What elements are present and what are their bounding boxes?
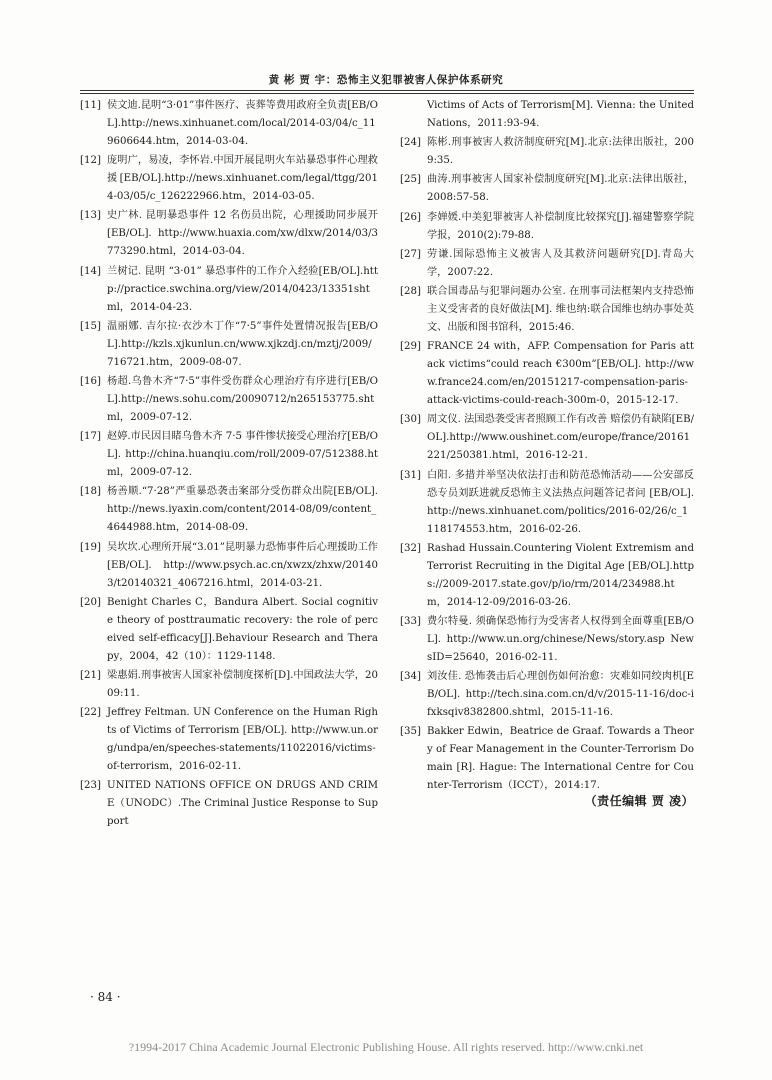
reference-item [400,467,694,539]
reference-text: 庞明广，易凌，李怀岩.中国开展昆明火车站暴恐事件心理救援[EB/OL].http://news.xinhuanet.com/legal/ttgg/2014-03/05/c_126222966.htm，2014-03-05. [107,155,378,203]
reference-item [400,540,694,612]
reference-item [400,338,694,410]
reference-number: [35] [400,726,421,738]
reference-item [400,411,694,465]
reference-text: 曲涛.刑事被害人国家补偿制度研究[M].北京:法律出版社，2008:57-58. [427,174,694,204]
reference-item [400,723,694,795]
reference-number: [25] [400,174,421,186]
page-number: · 84 · [90,990,121,1004]
reference-number: [33] [400,615,421,627]
reference-item [80,373,378,427]
footer-copyright: ?1994-2017 China Academic Journal Electronic Publishing House. All rights reserved. http://www.cnki.net [128,1040,644,1054]
reference-text: UNITED NATIONS OFFICE ON DRUGS AND CRIME（UNODC）.The Criminal Justice Response to Support [107,780,378,828]
reference-item [400,283,694,337]
reference-item [400,613,694,667]
reference-item [80,539,378,593]
reference-item [400,134,694,170]
reference-text: 李婵媛.中美犯罪被害人补偿制度比较探究[J].福建警察学院学报，2010(2):79-88. [427,211,694,241]
reference-text: Jeffrey Feltman. UN Conference on the Human Rights of Victims of Terrorism [EB/OL]. http://www.un.org/undpa/en/speeches-statements/11022016/victims-of-terrorism，2016-02-11. [107,707,378,773]
reference-number: [21] [80,669,101,681]
reference-text: 白阳. 多措并举坚决依法打击和防范恐怖活动——公安部反恐专员刘跃进就反恐怖主义法热点问题答记者问 [EB/OL]. http://news.xinhuanet.com/politics/2016-02/26/c_1118174553.htm，2016-02-26. [427,469,694,535]
reference-text: 周文仪. 法国恐袭受害者照顾工作有改善 赔偿仍有缺陷[EB/OL].http://www.oushinet.com/europe/france/20161221/250381.html，2016-12-21. [427,414,694,462]
reference-number: [23] [80,780,101,792]
reference-number: [19] [80,541,101,553]
reference-number: [29] [400,341,421,353]
reference-item [80,483,378,537]
left-reference-column [80,97,378,832]
reference-text: FRANCE 24 with，AFP. Compensation for Paris attack victims“could reach €300m”[EB/OL]. http://www.france24.com/en/20151217-compensation-paris-attack-victims-could-reach-300m-0，2015-12-17. [427,341,694,407]
reference-item [400,171,694,207]
reference-text: 刘汝佳. 恐怖袭击后心理创伤如何治愈：灾难如同绞肉机[EB/OL]. http://tech.sina.com.cn/d/v/2015-11-16/doc-ifxksqiv8382800.shtml，2015-11-16. [427,671,694,719]
reference-item [80,97,378,151]
reference-number: [22] [80,707,101,719]
reference-number: [14] [80,265,101,277]
reference-item [80,704,378,776]
reference-item [80,318,378,372]
reference-item [400,209,694,245]
reference-number: [16] [80,375,101,387]
reference-number: [12] [80,155,101,167]
reference-text: 劳谦.国际恐怖主义被害人及其救济问题研究[D].青岛大学，2007:22. [427,248,694,278]
reference-text: 温丽娜. 吉尔拉·衣沙木丁作“7·5”事件处置情况报告[EB/OL].http://kzls.xjkunlun.cn/www.xjkzdj.cn/mztj/2009/716721.htm，2009-08-07. [107,320,378,368]
reference-item [80,594,378,666]
reference-item [80,777,378,831]
reference-number: [28] [400,285,421,297]
reference-text: Benight Charles C，Bandura Albert. Social cognitive theory of posttraumatic recovery: the role of perceived self-efficacy[J].Behaviour Research and Therapy，2004，42（10）：1129-1148. [107,596,378,662]
header-rule [80,90,694,94]
reference-text: Rashad Hussain.Countering Violent Extremism and Terrorist Recruiting in the Digital Age [EB/OL].https://2009-2017.state.gov/p/io/rm/2014/234988.htm，2014-12-09/2016-03-26. [427,542,694,608]
reference-text: 杨善顺.“7·28”严重暴恐袭击案部分受伤群众出院[EB/OL]. http://news.iyaxin.com/content/2014-08/09/content_4644988.htm，2014-08-09. [107,486,378,534]
reference-text: 陈彬.刑事被害人救济制度研究[M].北京:法律出版社，2009:35. [427,137,694,167]
reference-item [80,428,378,482]
reference-text: Bakker Edwin，Beatrice de Graaf. Towards a Theory of Fear Management in the Counter-Terrorism Domain [R]. Hague: The International Centre for Counter-Terrorism（ICCT），2014:17. [427,726,694,792]
reference-item [80,263,378,317]
reference-text: 联合国毒品与犯罪问题办公室. 在刑事司法框架内支持恐怖主义受害者的良好做法[M]. 维也纳:联合国维也纳办事处英文、出版和图书馆科，2015:46. [427,285,694,333]
reference-text: 梁惠娟.刑事被害人国家补偿制度探析[D].中国政法大学，2009:11. [107,669,378,699]
reference-number: [15] [80,320,101,332]
reference-item [80,207,378,261]
reference-item [80,667,378,703]
reference-number: [13] [80,210,101,222]
reference-text: 史广林. 昆明暴恐事件 12 名伤员出院，心理援助同步展开[EB/OL]. http://www.huaxia.com/xw/dlxw/2014/03/3773290.html，2014-03-04. [107,210,378,258]
reference-number: [31] [400,469,421,481]
reference-text: 侯文迪.昆明“3·01”事件医疗、丧葬等费用政府全负责[EB/OL].http://news.xinhuanet.com/local/2014-03/04/c_119606644.htm，2014-03-04. [107,100,378,147]
reference-number: [18] [80,486,101,498]
reference-item [400,246,694,282]
reference-number: [17] [80,431,101,443]
reference-number: [11] [80,100,101,111]
running-header: 黄 彬 贾 宇：恐怖主义犯罪被害人保护体系研究 [268,74,504,86]
reference-number: [26] [400,211,421,223]
reference-number: [27] [400,248,421,260]
reference-text: 吴坎坎.心理所开展“3.01”昆明暴力恐怖事件后心理援助工作[EB/OL]. http://www.psych.ac.cn/xwzx/zhxw/201403/t20140321_4067216.html，2014-03-21. [107,541,378,589]
reference-text: 兰树记. 昆明 “3·01” 暴恐事件的工作介入经验[EB/OL].http://practice.swchina.org/view/2014/0423/13351shtml，2014-04-23. [107,265,378,313]
reference-text: 赵婷.市民因目睹乌鲁木齐 7·5 事件惨状接受心理治疗[EB/OL]. http://china.huanqiu.com/roll/2009-07/512388.html，2009-07-12. [107,431,378,479]
right-reference-column [400,97,694,796]
reference-item [80,152,378,206]
reference-number: [24] [400,137,421,149]
reference-number: [34] [400,671,421,683]
reference-item [400,668,694,722]
reference-number: [30] [400,414,421,426]
reference-number: [20] [80,596,101,608]
editor-credit: （责任编辑 贾 凌） [584,794,694,808]
reference-text: 杨超.乌鲁木齐“7·5”事件受伤群众心理治疗有序进行[EB/OL].http://news.sohu.com/20090712/n265153775.shtml，2009-07-12. [107,375,378,423]
right-reference-list [400,134,694,795]
reference-number: [32] [400,542,421,554]
reference-text: 费尔特曼. 须确保恐怖行为受害者人权得到全面尊重[EB/OL]. http://www.un.org/chinese/News/story.asp NewsID=25640，2016-02-11. [427,615,694,663]
reference-continuation: Victims of Acts of Terrorism[M]. Vienna: the United Nations，2011:93-94. [427,100,694,129]
